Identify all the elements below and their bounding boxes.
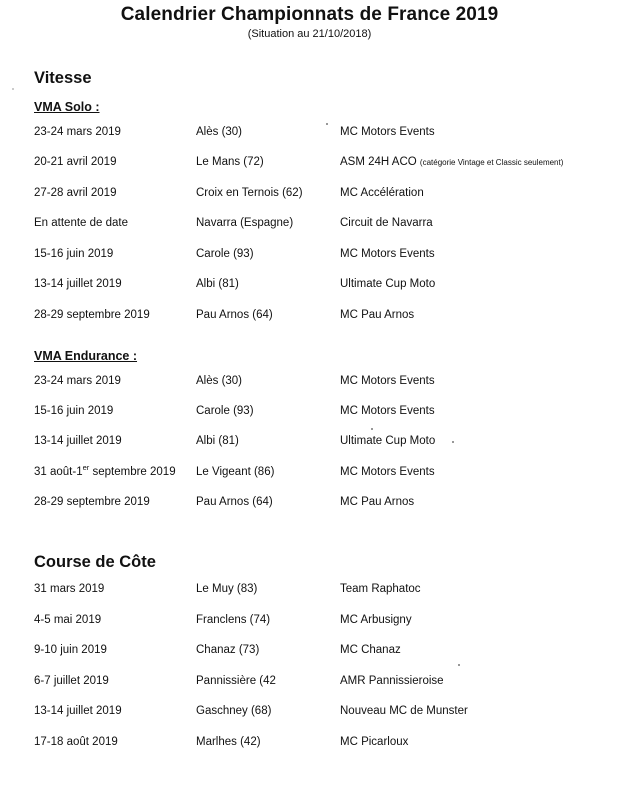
row-place: Croix en Ternois (62) <box>196 187 303 199</box>
table-row <box>0 641 619 659</box>
table-row <box>0 402 619 420</box>
row-date: 15-16 juin 2019 <box>34 248 114 260</box>
row-date: 13-14 juillet 2019 <box>34 435 122 447</box>
table-row <box>0 580 619 598</box>
table-row <box>0 493 619 511</box>
row-organizer: MC Motors Events <box>340 405 435 417</box>
row-date-part: 31 août-1 <box>34 466 83 478</box>
row-place: Pau Arnos (64) <box>196 309 273 321</box>
table-row <box>0 123 619 141</box>
table-row <box>0 672 619 690</box>
document-title: Calendrier Championnats de France 2019 <box>120 4 499 25</box>
row-date: En attente de date <box>34 217 128 229</box>
row-date: 13-14 juillet 2019 <box>34 705 122 717</box>
table-row <box>0 372 619 390</box>
table-row <box>0 153 619 171</box>
table-row <box>0 463 619 481</box>
row-organizer: MC Motors Events <box>340 466 435 478</box>
row-place: Albi (81) <box>196 435 239 447</box>
row-organizer: MC Arbusigny <box>340 614 412 626</box>
row-place: Franclens (74) <box>196 614 271 626</box>
row-place: Le Mans (72) <box>196 156 264 168</box>
row-place: Marlhes (42) <box>196 736 261 748</box>
row-place: Chanaz (73) <box>196 644 260 656</box>
row-organizer: Nouveau MC de Munster <box>340 705 468 717</box>
row-place: Albi (81) <box>196 278 239 290</box>
row-place: Pau Arnos (64) <box>196 496 273 508</box>
row-date: 27-28 avril 2019 <box>34 187 117 199</box>
row-date <box>34 463 176 481</box>
row-date: 28-29 septembre 2019 <box>34 309 150 321</box>
row-date: 13-14 juillet 2019 <box>34 278 122 290</box>
row-date: 17-18 août 2019 <box>34 736 118 748</box>
row-organizer: Ultimate Cup Moto <box>340 278 436 290</box>
row-date-superscript: er <box>82 463 90 473</box>
row-place: Le Vigeant (86) <box>196 466 275 478</box>
row-place: Gaschney (68) <box>196 705 272 717</box>
table-row <box>0 214 619 232</box>
scan-speck <box>371 428 373 430</box>
row-place: Alès (30) <box>196 375 243 387</box>
group-heading-vma-endurance: VMA Endurance : <box>34 349 138 363</box>
row-date: 23-24 mars 2019 <box>34 126 121 138</box>
row-place: Carole (93) <box>196 248 254 260</box>
row-date: 4-5 mai 2019 <box>34 614 102 626</box>
scan-speck <box>12 88 14 90</box>
table-row <box>0 432 619 450</box>
row-organizer: MC Accélération <box>340 187 424 199</box>
row-organizer: MC Motors Events <box>340 126 435 138</box>
section-heading-vitesse: Vitesse <box>34 69 92 87</box>
row-date: 20-21 avril 2019 <box>34 156 117 168</box>
row-place: Le Muy (83) <box>196 583 258 595</box>
row-date: 9-10 juin 2019 <box>34 644 107 656</box>
row-organizer <box>340 153 563 172</box>
row-organizer: AMR Pannissieroise <box>340 675 444 687</box>
row-date: 6-7 juillet 2019 <box>34 675 109 687</box>
row-date: 28-29 septembre 2019 <box>34 496 150 508</box>
table-row <box>0 306 619 324</box>
group-heading-vma-solo: VMA Solo : <box>34 100 100 114</box>
row-date: 15-16 juin 2019 <box>34 405 114 417</box>
row-date-part: septembre 2019 <box>89 466 176 478</box>
row-organizer-name: ASM 24H ACO <box>340 156 417 168</box>
row-organizer: Ultimate Cup Moto <box>340 435 436 447</box>
row-date: 23-24 mars 2019 <box>34 375 121 387</box>
table-row <box>0 275 619 293</box>
row-note: (catégorie Vintage et Classic seulement) <box>419 158 564 167</box>
row-date: 31 mars 2019 <box>34 583 105 595</box>
row-place: Pannissière (42 <box>196 675 276 687</box>
document-subtitle: (Situation au 21/10/2018) <box>247 28 372 40</box>
row-organizer: MC Motors Events <box>340 375 435 387</box>
row-organizer: Team Raphatoc <box>340 583 421 595</box>
table-row <box>0 702 619 720</box>
row-organizer: Circuit de Navarra <box>340 217 433 229</box>
row-organizer: MC Picarloux <box>340 736 409 748</box>
table-row <box>0 245 619 263</box>
table-row <box>0 733 619 751</box>
section-heading-course-de-cote: Course de Côte <box>34 553 156 571</box>
row-place: Alès (30) <box>196 126 243 138</box>
table-row <box>0 184 619 202</box>
row-organizer: MC Motors Events <box>340 248 435 260</box>
row-organizer: MC Pau Arnos <box>340 309 415 321</box>
row-organizer: MC Pau Arnos <box>340 496 415 508</box>
row-organizer: MC Chanaz <box>340 644 401 656</box>
row-place: Carole (93) <box>196 405 254 417</box>
table-row <box>0 611 619 629</box>
scan-speck <box>326 123 328 125</box>
scan-speck <box>458 664 460 666</box>
row-place: Navarra (Espagne) <box>196 217 294 229</box>
scan-speck <box>452 441 454 443</box>
